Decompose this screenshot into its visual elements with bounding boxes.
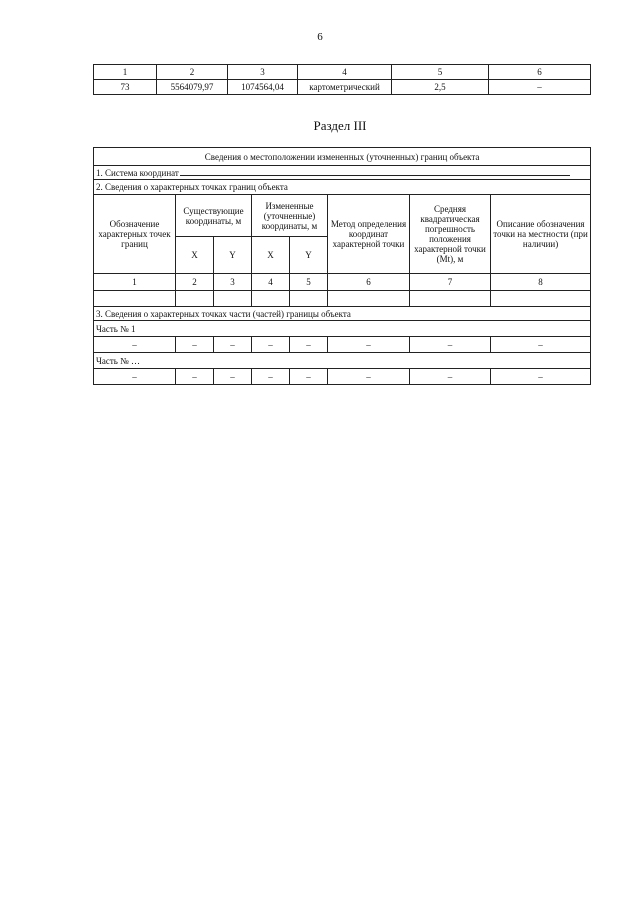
coordinate-system-row bbox=[94, 166, 591, 180]
header-cell: 2 bbox=[157, 65, 228, 80]
col-error-header: Средняя квадратическая погрешность положения характерной точки (Mt), м bbox=[410, 195, 491, 274]
dash-cell: – bbox=[328, 369, 410, 385]
part-1-row bbox=[94, 321, 591, 337]
dash-cell: – bbox=[328, 337, 410, 353]
header-row-upper bbox=[94, 195, 591, 237]
header-cell: 6 bbox=[489, 65, 591, 80]
dash-cell: – bbox=[94, 337, 176, 353]
column-number: 8 bbox=[491, 274, 591, 291]
dash-cell: – bbox=[491, 369, 591, 385]
coordinate-system-cell bbox=[94, 166, 591, 180]
column-number: 4 bbox=[252, 274, 290, 291]
header-cell: 5 bbox=[392, 65, 489, 80]
col-description-header: Описание обозначения точки на местности (при наличии) bbox=[491, 195, 591, 274]
parts-row bbox=[94, 307, 591, 321]
header-cell: 1 bbox=[94, 65, 157, 80]
empty-cell bbox=[252, 291, 290, 307]
column-number: 2 bbox=[176, 274, 214, 291]
col-changed-header: Измененные (уточненные) координаты, м bbox=[252, 195, 328, 237]
column-number: 1 bbox=[94, 274, 176, 291]
characteristic-points-label: 2. Сведения о характерных точках границ объекта bbox=[94, 180, 591, 195]
column-numbers-row bbox=[94, 274, 591, 291]
dash-cell: – bbox=[491, 337, 591, 353]
coordinate-system-label: 1. Система координат bbox=[96, 168, 179, 178]
empty-cell bbox=[328, 291, 410, 307]
coordinates-continuation-table bbox=[93, 64, 591, 95]
column-number: 6 bbox=[328, 274, 410, 291]
empty-cell bbox=[491, 291, 591, 307]
x-coordinate-cell: 5564079,97 bbox=[157, 80, 228, 95]
page-number: 6 bbox=[317, 31, 323, 43]
y-coordinate-cell: 1074564,04 bbox=[228, 80, 298, 95]
part-n-label: Часть № … bbox=[94, 353, 591, 369]
table-row bbox=[94, 80, 591, 95]
dash-cell: – bbox=[176, 337, 214, 353]
part-n-row bbox=[94, 353, 591, 369]
header-cell: 3 bbox=[228, 65, 298, 80]
part-1-label: Часть № 1 bbox=[94, 321, 591, 337]
y-header: Y bbox=[290, 237, 328, 274]
changed-boundaries-table bbox=[93, 147, 591, 385]
coordinate-system-blank bbox=[180, 167, 570, 176]
dash-cell: – bbox=[290, 337, 328, 353]
dash-cell: – bbox=[176, 369, 214, 385]
empty-data-row bbox=[94, 291, 591, 307]
header-cell: 4 bbox=[298, 65, 392, 80]
method-cell: картометрический bbox=[298, 80, 392, 95]
point-number-cell: 73 bbox=[94, 80, 157, 95]
dash-cell: – bbox=[410, 337, 491, 353]
section-title: Раздел III bbox=[313, 118, 367, 133]
table-title: Сведения о местоположении измененных (уточненных) границ объекта bbox=[94, 148, 591, 166]
empty-cell bbox=[94, 291, 176, 307]
description-cell: – bbox=[489, 80, 591, 95]
characteristic-points-row bbox=[94, 180, 591, 195]
error-cell: 2,5 bbox=[392, 80, 489, 95]
part-n-data-row bbox=[94, 369, 591, 385]
empty-cell bbox=[410, 291, 491, 307]
column-number: 7 bbox=[410, 274, 491, 291]
dash-cell: – bbox=[252, 369, 290, 385]
x-header: X bbox=[176, 237, 214, 274]
col-designation-header: Обозначение характерных точек границ bbox=[94, 195, 176, 274]
y-header: Y bbox=[214, 237, 252, 274]
empty-cell bbox=[176, 291, 214, 307]
part-1-data-row bbox=[94, 337, 591, 353]
table-title-row bbox=[94, 148, 591, 166]
parts-label: 3. Сведения о характерных точках части (частей) границы объекта bbox=[94, 307, 591, 321]
dash-cell: – bbox=[410, 369, 491, 385]
col-existing-header: Существующие координаты, м bbox=[176, 195, 252, 237]
dash-cell: – bbox=[214, 369, 252, 385]
dash-cell: – bbox=[290, 369, 328, 385]
empty-cell bbox=[290, 291, 328, 307]
dash-cell: – bbox=[94, 369, 176, 385]
x-header: X bbox=[252, 237, 290, 274]
col-method-header: Метод определения координат характерной точки bbox=[328, 195, 410, 274]
empty-cell bbox=[214, 291, 252, 307]
column-number: 3 bbox=[214, 274, 252, 291]
dash-cell: – bbox=[214, 337, 252, 353]
column-number: 5 bbox=[290, 274, 328, 291]
dash-cell: – bbox=[252, 337, 290, 353]
table-header-row bbox=[94, 65, 591, 80]
